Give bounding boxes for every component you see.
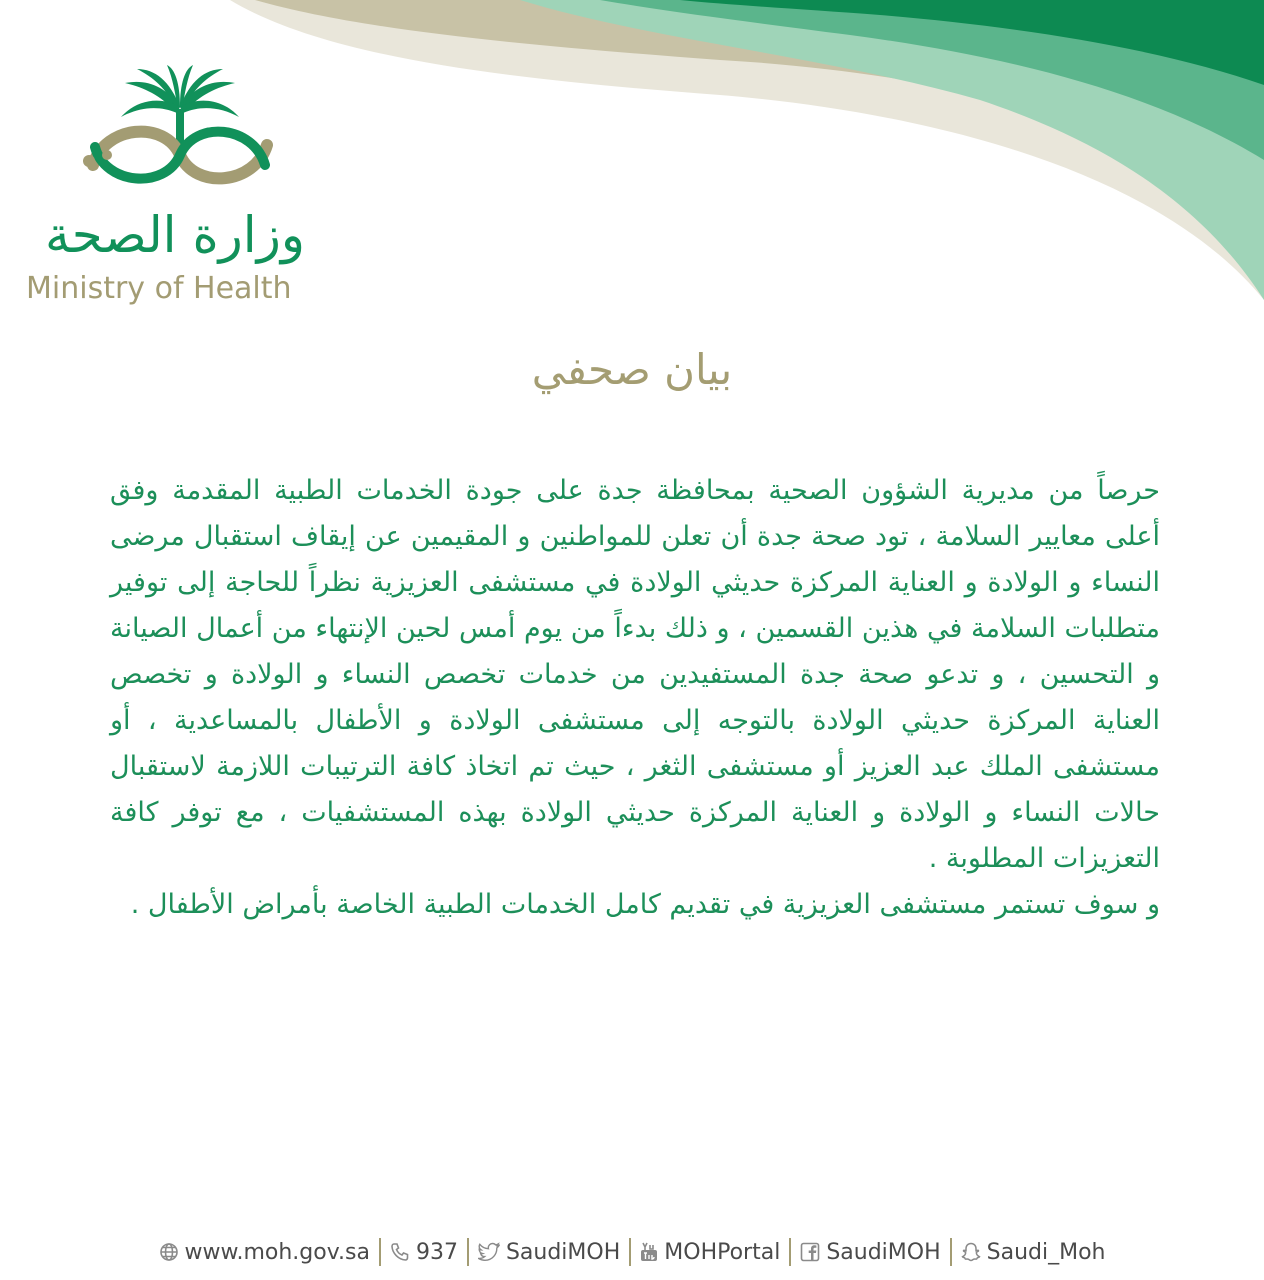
globe-icon <box>159 1242 179 1262</box>
facebook-icon <box>800 1242 820 1262</box>
twitter-icon <box>478 1242 500 1262</box>
footer-snapchat-label: Saudi_Moh <box>986 1239 1106 1265</box>
footer-phone[interactable] <box>381 1240 467 1265</box>
body-paragraph-2: و سوف تستمر مستشفى العزيزية في تقديم كامل الخدمات الطبية الخاصة بأمراض الأطفال . <box>130 889 1160 920</box>
footer-youtube-label: MOHPortal <box>664 1239 781 1265</box>
ministry-logo <box>20 55 310 315</box>
footer-snapchat[interactable] <box>952 1240 1115 1265</box>
footer-contact-bar <box>0 1232 1264 1272</box>
footer-phone-label: 937 <box>415 1239 458 1265</box>
footer-website-label: www.moh.gov.sa <box>184 1239 370 1265</box>
footer-facebook-label: SaudiMOH <box>826 1239 941 1265</box>
footer-website[interactable] <box>150 1240 379 1265</box>
footer-youtube[interactable] <box>631 1240 789 1265</box>
logo-english-name: Ministry of Health <box>26 271 292 306</box>
footer-twitter-label: SaudiMOH <box>505 1239 621 1265</box>
page-title: بيان صحفي <box>531 345 733 394</box>
footer-facebook[interactable] <box>791 1240 949 1265</box>
palm-emblem-icon <box>75 65 285 195</box>
youtube-icon <box>640 1242 658 1262</box>
press-release-body <box>110 468 1160 928</box>
phone-icon <box>390 1242 410 1262</box>
body-paragraph-1: حرصاً من مديرية الشؤون الصحية بمحافظة جدة على جودة الخدمات الطبية المقدمة وفق أعلى معايير السلامة ، تود صحة جدة أن تعلن للمواطنين و المقيمين عن إيقاف استقبال مرضى النساء و الولادة و العناية المركزة حديثي الولادة في مستشفى العزيزية نظراً للحاجة إلى توفير متطلبات السلامة في هذين القسمين ، و ذلك بدءاً من يوم أمس لحين الإنتهاء من أعمال الصيانة و التحسين ، و تدعو صحة جدة المستفيدين من خدمات تخصص النساء و الولادة و تخصص العناية المركزة حديثي الولادة بالتوجه إلى مستشفى الولادة و الأطفال بالمساعدية ، أو مستشفى الملك عبد العزيز أو مستشفى الثغر ، حيث تم اتخاذ كافة الترتيبات اللازمة لاستقبال حالات النساء و الولادة و العناية المركزة حديثي الولادة بهذه المستشفيات ، مع توفر كافة التعزيزات المطلوبة . <box>110 475 1160 874</box>
snapchat-icon <box>961 1242 981 1262</box>
footer-twitter[interactable] <box>469 1240 629 1265</box>
logo-arabic-name: وزارة الصحة <box>45 206 305 264</box>
